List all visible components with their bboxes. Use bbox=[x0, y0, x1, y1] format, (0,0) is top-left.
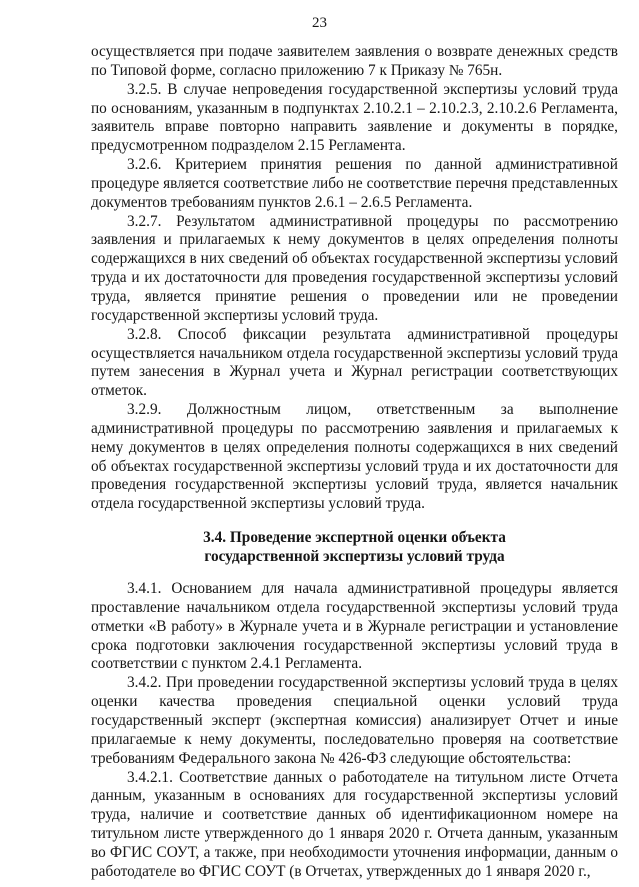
paragraph-3-4-2: 3.4.2. При проведении государственной экспертизы условий труда в целях оценки качества проведения специальной оценки условий труда государственный эксперт (экспертная комиссия) анализирует Отчет и иные прилагаемые к нему документы, последовательно проверяя на соответствие требованиям Федерального закона № 426-ФЗ следующие обстоятельства: bbox=[91, 674, 618, 767]
section-heading bbox=[91, 528, 618, 566]
page-number: 23 bbox=[312, 15, 327, 31]
document-body bbox=[91, 43, 618, 882]
paragraph-3-2-5: 3.2.5. В случае непроведения государственной экспертизы условий труда по основаниям, указанным в подпунктах 2.10.2.1 – 2.10.2.3, 2.10.2.6 Регламента, заявитель вправе повторно направить заявление и документы в порядке, предусмотренном подразделом 2.15 Регламента. bbox=[91, 80, 618, 155]
paragraph-3-2-6: 3.2.6. Критерием принятия решения по данной административной процедуре является соответствие либо не соответствие перечня представленных документов требованиям пунктов 2.6.1 – 2.6.5 Регламента. bbox=[91, 156, 618, 211]
paragraph-3-4-1: 3.4.1. Основанием для начала административной процедуры является проставление начальником отдела государственной экспертизы условий труда отметки «В работу» в Журнале учета и в Журнале регистрации и установление срока подготовки заключения государственной экспертизы условий труда в соответствии с пунктом 2.4.1 Регламента. bbox=[91, 580, 618, 673]
paragraph: осуществляется при подаче заявителем заявления о возврате денежных средств по Типовой форме, согласно приложению 7 к Приказу № 765н. bbox=[91, 43, 618, 79]
paragraph-3-4-2-1: 3.4.2.1. Соответствие данных о работодателе на титульном листе Отчета данным, указанным в основаниях для государственной экспертизы условий труда, наличие и соответствие данных об идентификационном номере на титульном листе утвержденного до 1 января 2020 г. Отчета данным, указанным во ФГИС СОУТ, а также, при необходимости уточнения информации, данным о работодателе во ФГИС СОУТ (в Отчетах, утвержденных до 1 января 2020 г., bbox=[91, 768, 618, 880]
section-heading-line2: государственной экспертизы условий труда bbox=[204, 548, 505, 566]
section-heading-line1: 3.4. Проведение экспертной оценки объекта bbox=[203, 529, 506, 547]
paragraph-3-2-7: 3.2.7. Результатом административной процедуры по рассмотрению заявления и прилагаемых к нему документов в целях определения полноты содержащихся в них сведений об объектах государственной экспертизы условий труда и их достаточности для проведения государственной экспертизы условий труда, является принятие решения о проведении или не проведении государственной экспертизы условий труда. bbox=[91, 212, 618, 324]
paragraph-3-2-8: 3.2.8. Способ фиксации результата административной процедуры осуществляется начальником отдела государственной экспертизы условий труда путем занесения в Журнал учета и Журнал регистрации соответствующих отметок. bbox=[91, 325, 618, 400]
paragraph-3-2-9: 3.2.9. Должностным лицом, ответственным за выполнение административной процедуры по рассмотрению заявления и прилагаемых к нему документов в целях определения полноты содержащихся в них сведений об объектах государственной экспертизы условий труда и их достаточности для проведения государственной экспертизы условий труда, является начальник отдела государственной экспертизы условий труда. bbox=[91, 401, 618, 513]
